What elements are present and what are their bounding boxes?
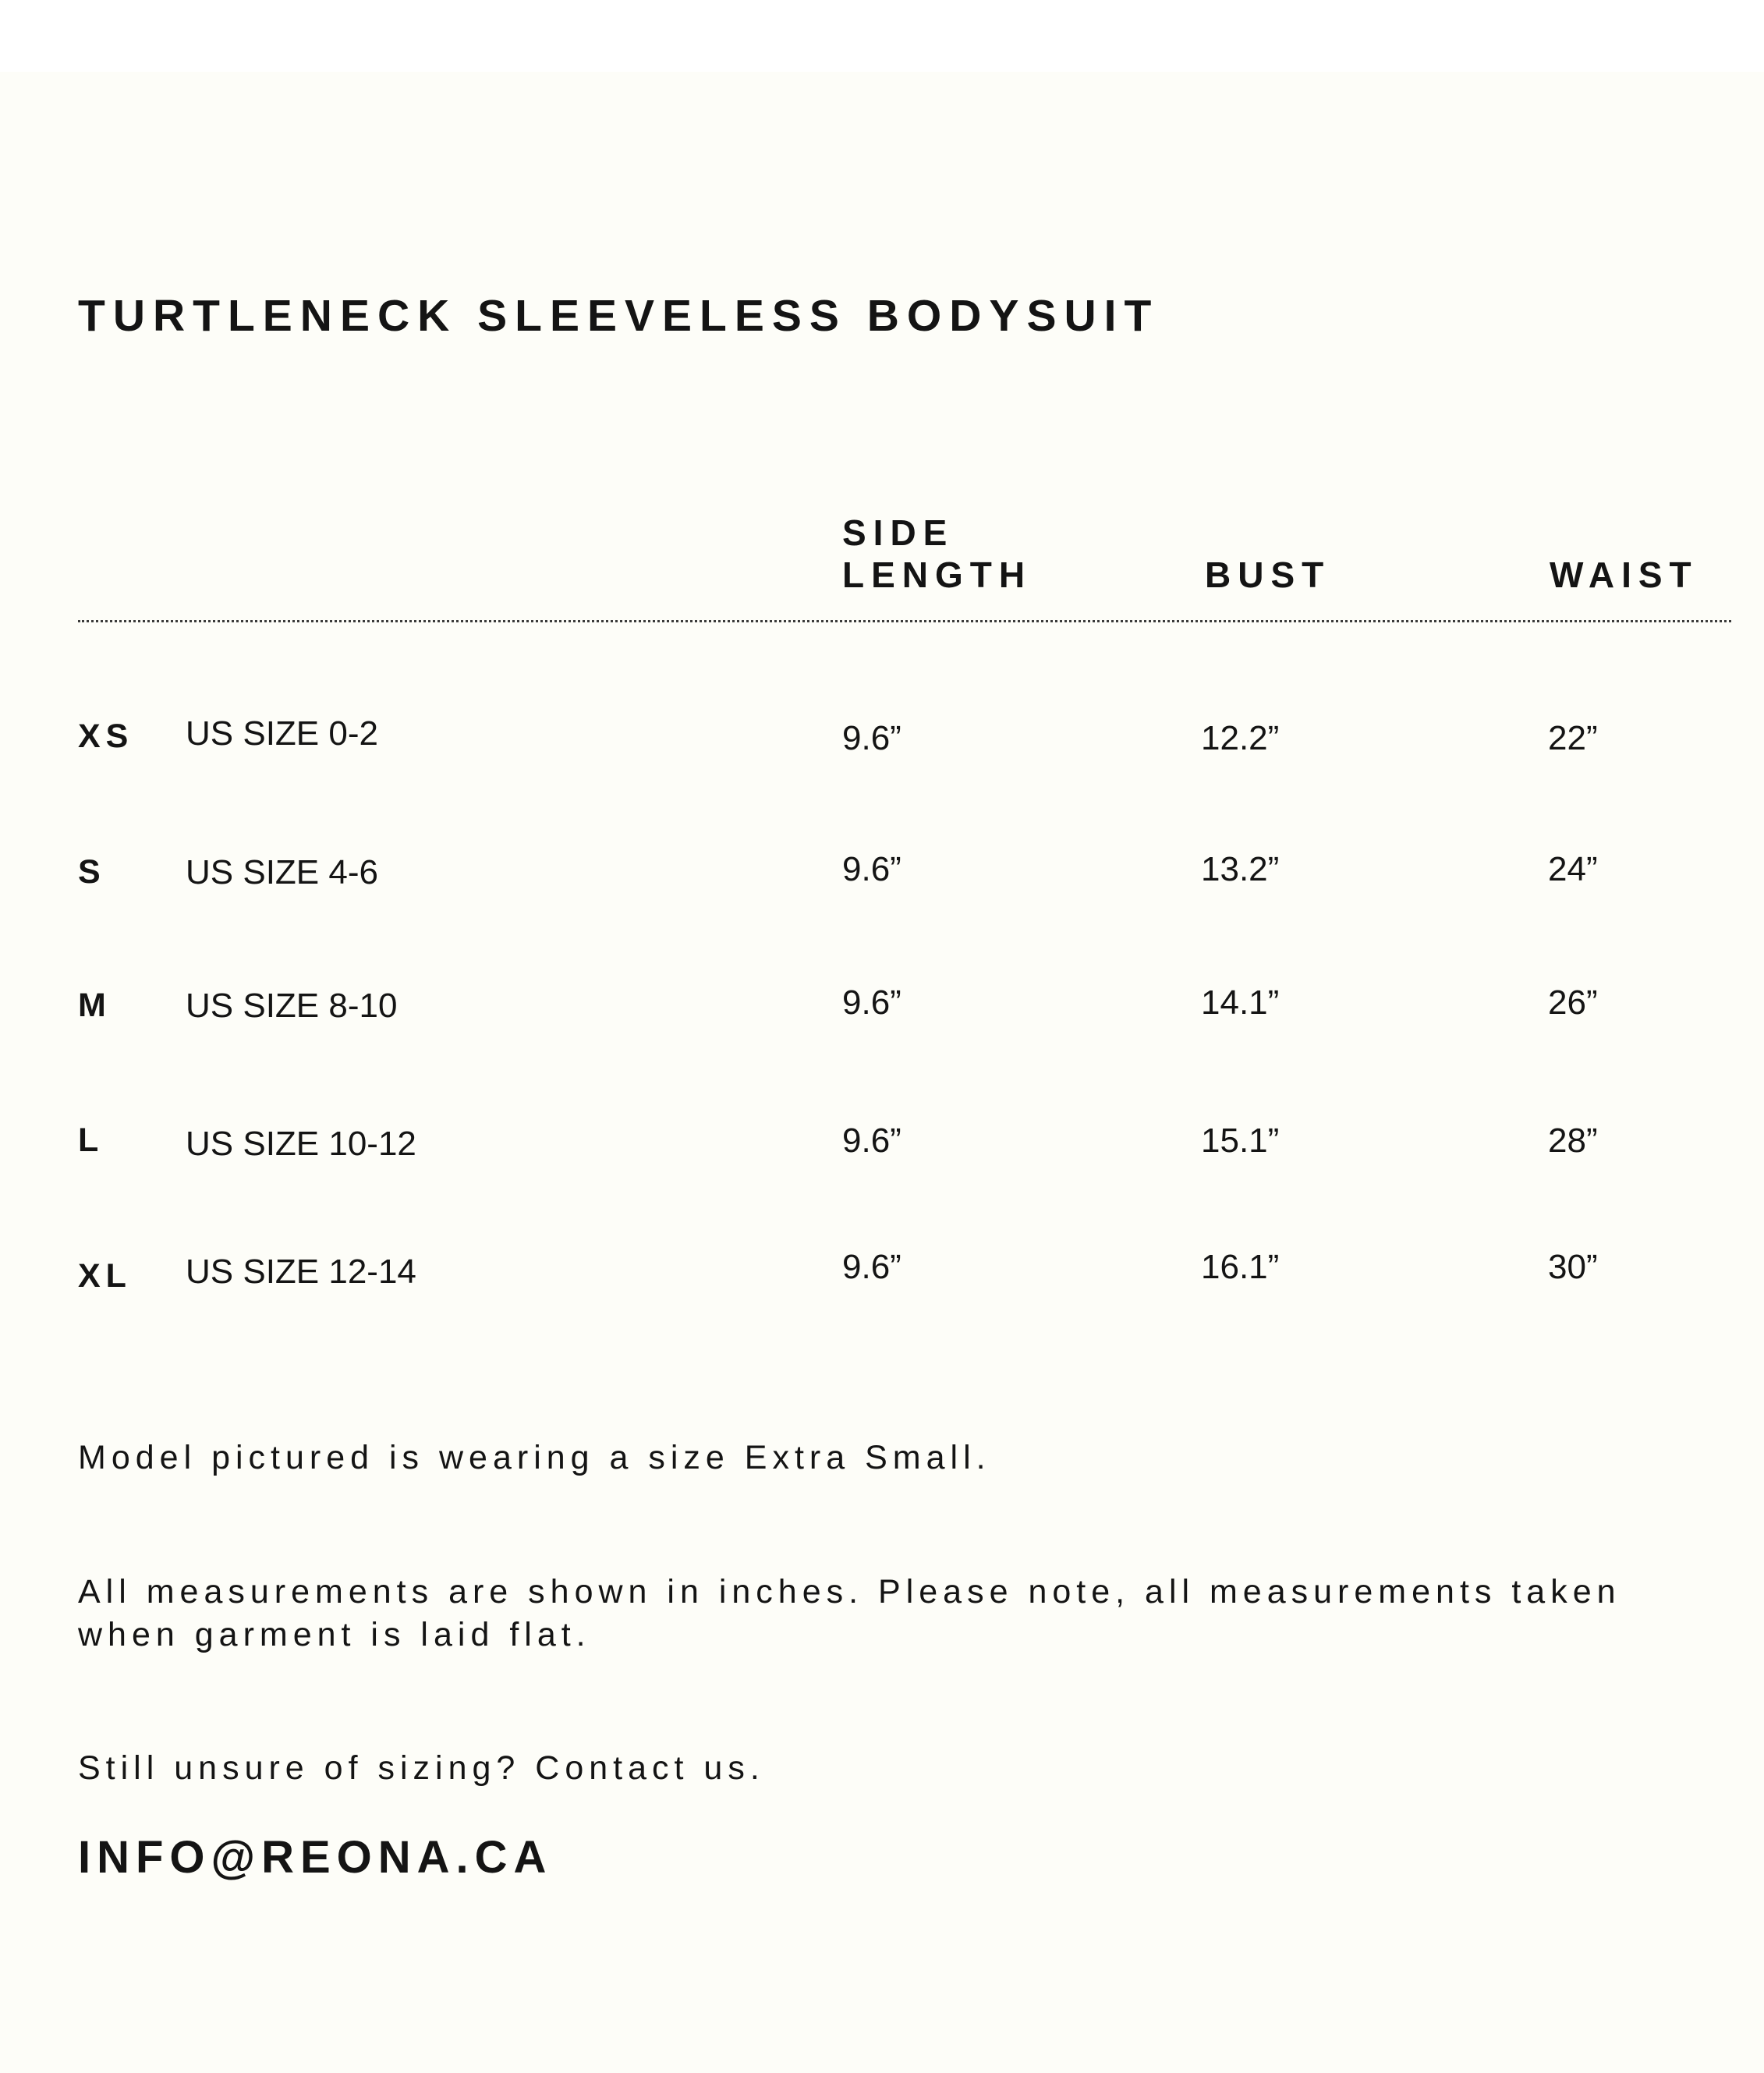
us-size: US SIZE 0-2: [186, 714, 378, 753]
us-size: US SIZE 8-10: [186, 987, 398, 1025]
bust-value: 16.1”: [1201, 1248, 1280, 1286]
waist-value: 28”: [1548, 1122, 1598, 1160]
waist-value: 26”: [1548, 983, 1598, 1022]
size-code: L: [78, 1122, 104, 1159]
measurement-note-line2: when garment is laid flat.: [78, 1616, 591, 1653]
bust-value: 13.2”: [1201, 850, 1280, 888]
top-band: [0, 0, 1764, 72]
us-size: US SIZE 4-6: [186, 853, 378, 891]
size-code: XS: [78, 718, 134, 755]
size-code: M: [78, 987, 112, 1024]
waist-value: 22”: [1548, 719, 1598, 757]
bust-value: 14.1”: [1201, 983, 1280, 1022]
measurement-note: [78, 1571, 1621, 1657]
waist-value: 24”: [1548, 850, 1598, 888]
us-size: US SIZE 12-14: [186, 1253, 416, 1291]
bust-value: 15.1”: [1201, 1122, 1280, 1160]
contact-email-link[interactable]: INFO@REONA.CA: [78, 1832, 553, 1883]
side-length-value: 9.6”: [842, 850, 901, 888]
us-size: US SIZE 10-12: [186, 1125, 416, 1163]
waist-value: 30”: [1548, 1248, 1598, 1286]
page-title: TURTLENECK SLEEVELESS BODYSUIT: [78, 291, 1160, 341]
measurement-note-line1: All measurements are shown in inches. Please note, all measurements taken: [78, 1573, 1621, 1611]
side-length-value: 9.6”: [842, 1122, 901, 1160]
side-length-value: 9.6”: [842, 983, 901, 1022]
column-header-waist: WAIST: [1550, 555, 1698, 595]
side-length-value: 9.6”: [842, 719, 901, 757]
model-size-note: Model pictured is wearing a size Extra Small.: [78, 1439, 991, 1476]
contact-prompt: Still unsure of sizing? Contact us.: [78, 1749, 765, 1787]
header-divider: [78, 620, 1731, 622]
size-code: XL: [78, 1257, 132, 1295]
size-code: S: [78, 853, 106, 891]
column-header-bust: BUST: [1205, 555, 1331, 595]
column-header-side-length-line1: SIDE: [842, 512, 955, 553]
column-header-side-length: [842, 512, 1032, 596]
bust-value: 12.2”: [1201, 719, 1280, 757]
column-header-side-length-line2: LENGTH: [842, 555, 1033, 595]
side-length-value: 9.6”: [842, 1248, 901, 1286]
